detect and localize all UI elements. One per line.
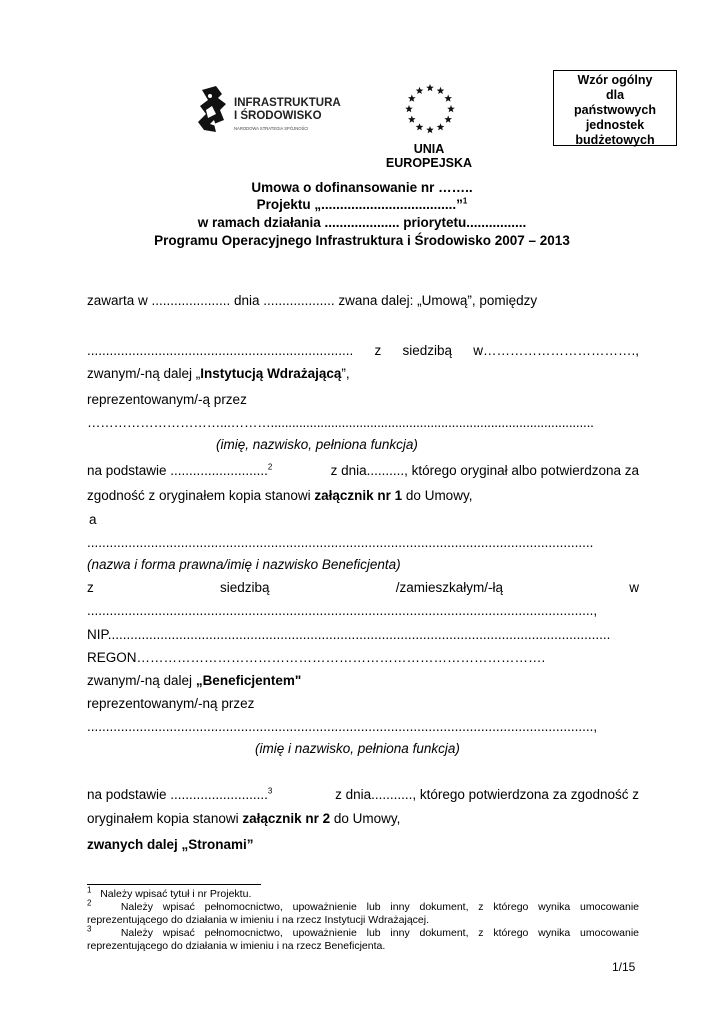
eu-star-icon: [426, 126, 434, 133]
represented-dots-2: .......................................................................................................................................,: [87, 719, 598, 734]
eu-label-line2: EUROPEJSKA: [385, 156, 473, 170]
title-line4: Programu Operacyjnego Infrastruktura i Środowisko 2007 – 2013: [154, 233, 570, 248]
basis-part-a: na podstawie ..........................$^3$: [87, 786, 273, 802]
basis-part-b: z dnia.........., którego oryginał albo potwierdzona za: [330, 463, 639, 478]
beneficiary-seat-line: [87, 580, 639, 595]
eu-flag-logo: [395, 80, 465, 143]
footnote-1: $^1$ Należy wpisać tytuł i nr Projektu.: [87, 885, 252, 900]
zwanym-institution: zwanym/-ną dalej „Instytucją Wdrażającą”,: [87, 366, 350, 381]
eu-star-icon: [447, 105, 455, 112]
eu-star-icon: [408, 116, 416, 123]
name-function-caption-1: (imię, nazwisko, pełniona funkcja): [216, 437, 418, 452]
stamp-line: Wzór ogólny: [577, 73, 653, 87]
text-siedziba: siedzibą: [219, 580, 270, 595]
basis-line-2: [87, 787, 639, 802]
footnote-3-cont: reprezentującego do działania w imieniu i na rzecz Beneficjenta.: [87, 940, 386, 952]
title-line2: Projektu „....................................”$^1$: [256, 196, 468, 212]
fill-dots: .......................................................................: [87, 343, 354, 358]
infrastruktura-logo: [196, 84, 346, 139]
text-siedziba: siedzibą: [402, 343, 452, 358]
text-w: w…………………………….,: [473, 343, 639, 358]
name-function-caption-2: (imię i nazwisko, pełniona funkcja): [255, 741, 460, 756]
text-zamieszkalym: /zamieszkałym/-łą: [395, 580, 503, 595]
eu-star-icon: [408, 95, 416, 102]
nip-line: NIP......................................................................................................................................: [87, 627, 611, 642]
stamp-line: państwowych: [574, 103, 656, 117]
page-number: 1/15: [612, 960, 636, 974]
conformity-line-1: zgodność z oryginałem kopia stanowi załącznik nr 1 do Umowy,: [87, 488, 473, 503]
parties-line: zwanych dalej „Stronami”: [87, 837, 254, 852]
stamp-line: budżetowych: [575, 133, 655, 147]
stamp-line: jednostek: [585, 118, 645, 132]
footnote-3: $^3$ Należy wpisać pełnomocnictwo, upoważnienie lub inny dokument, z którego wynika umocowanie: [87, 924, 639, 939]
infrastruktura-logo-icon: [196, 84, 346, 134]
basis-part-a: na podstawie ..........................$^2$: [87, 462, 273, 478]
beneficiary-dots: .......................................................................................................................................: [87, 535, 594, 550]
footnote-2: $^2$ Należy wpisać pełnomocnictwo, upoważnienie lub inny dokument, z którego wynika umocowanie: [87, 898, 639, 913]
logo-text: INFRASTRUKTURA: [234, 97, 341, 109]
text-w: w: [629, 580, 639, 595]
institution-line: [87, 343, 639, 358]
eu-stars-icon: [395, 80, 465, 138]
conjunction-a: a: [89, 512, 97, 527]
template-stamp-box: [553, 70, 677, 146]
represented-dots-1: …………………………...………...........................................................................................: [87, 415, 594, 430]
logo-text: NARODOWA STRATEGIA SPÓJNOŚCI: [234, 126, 309, 131]
zawarta-line: zawarta w ..................... dnia ................... zwana dalej: „Umową”, pomiędzy: [87, 293, 538, 308]
text-z: z: [87, 580, 94, 595]
regon-line: REGON……………………………………………………………………………….: [87, 650, 546, 665]
eu-star-icon: [444, 95, 452, 102]
eu-star-icon: [405, 105, 413, 112]
represented-by-1: reprezentowanym/-ą przez: [87, 392, 247, 407]
eu-star-icon: [416, 87, 424, 94]
eu-star-icon: [444, 116, 452, 123]
eu-star-icon: [437, 87, 445, 94]
basis-part-b: z dnia..........., którego potwierdzona za zgodność z: [335, 787, 639, 802]
logo-text: I ŚRODOWISKO: [234, 110, 322, 122]
eu-label-line1: UNIA: [413, 142, 445, 156]
zwanym-beneficiary: zwanym/-ną dalej „Beneficjentem": [87, 673, 302, 688]
represented-by-2: reprezentowanym/-ną przez: [87, 696, 255, 711]
footnote-2-cont: reprezentującego do działania w imieniu i na rzecz Instytucji Wdrażającej.: [87, 914, 429, 926]
original-line-2: oryginałem kopia stanowi załącznik nr 2 do Umowy,: [87, 811, 401, 826]
eu-star-icon: [426, 84, 434, 91]
beneficiary-dots-2: .......................................................................................................................................,: [87, 603, 598, 618]
beneficiary-caption: (nazwa i forma prawna/imię i nazwisko Beneficjenta): [87, 557, 401, 572]
title-line1: Umowa o dofinansowanie nr ……..: [251, 180, 473, 195]
title-line3: w ramach działania .................... priorytetu................: [197, 215, 527, 230]
eu-star-icon: [437, 123, 445, 130]
eu-star-icon: [416, 123, 424, 130]
stamp-line: dla: [605, 88, 625, 102]
footnote-separator: [87, 884, 261, 885]
basis-line-1: [87, 463, 639, 478]
text-z: z: [374, 343, 382, 358]
